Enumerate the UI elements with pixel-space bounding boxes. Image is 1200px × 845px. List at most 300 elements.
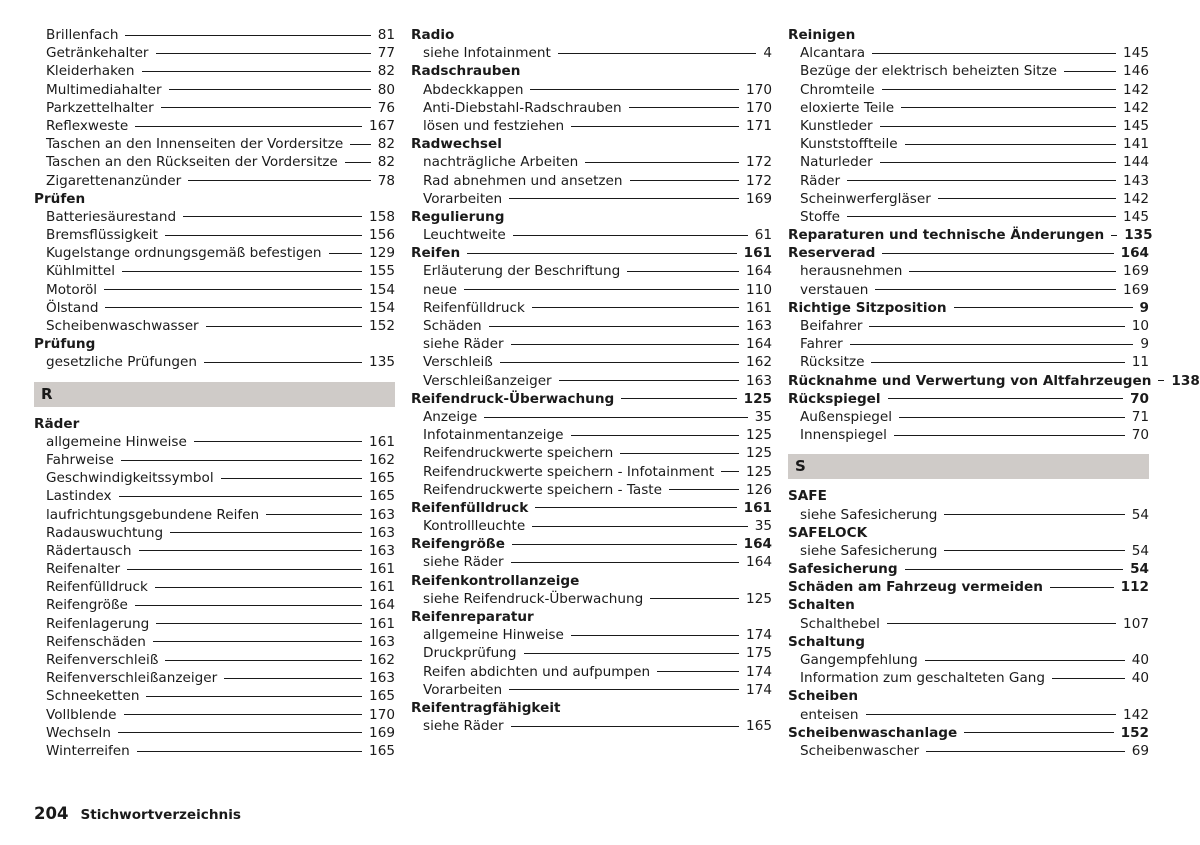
index-entry (788, 706, 1149, 724)
entry-text: allgemeine Hinweise (423, 627, 564, 644)
leader-line (204, 362, 362, 363)
index-entry (411, 372, 772, 390)
page-ref: 54 (1131, 506, 1149, 523)
heading-text: Reifenreparatur (411, 609, 534, 625)
page-ref: 156 (369, 227, 395, 244)
entry-text: herausnehmen (800, 263, 903, 280)
leader-line (938, 198, 1116, 199)
index-entry (411, 44, 772, 62)
leader-line (721, 471, 739, 472)
page-ref: 69 (1131, 742, 1149, 759)
heading-text: SAFELOCK (788, 524, 868, 541)
index-heading (788, 724, 1149, 742)
page-ref: 152 (369, 318, 395, 334)
entry-text: laufrichtungsgebundene Reifen (46, 506, 260, 523)
entry-text: gesetzliche Prüfungen (46, 354, 198, 371)
index-entry (788, 542, 1149, 560)
index-entry (411, 262, 772, 280)
leader-line (153, 641, 362, 642)
leader-line (127, 569, 362, 570)
index-heading (411, 135, 772, 153)
index-entry (788, 62, 1149, 80)
leader-line (512, 544, 737, 545)
leader-line (119, 496, 363, 497)
leader-line (964, 732, 1113, 733)
index-entry (788, 335, 1149, 353)
index-entry (34, 81, 395, 99)
leader-line (869, 326, 1124, 327)
leader-line (155, 587, 362, 588)
heading-text: Reifendruck-Überwachung (411, 390, 615, 407)
entry-text: Schäden (423, 318, 482, 334)
leader-line (882, 89, 1116, 90)
index-entry (411, 663, 772, 681)
index-entry (411, 590, 772, 608)
leader-line (188, 180, 370, 181)
index-entry (411, 226, 772, 244)
leader-line (925, 660, 1125, 661)
page-ref: 142 (1123, 81, 1149, 98)
heading-text: Räder (34, 415, 80, 432)
index-heading (34, 415, 395, 433)
entry-text: Vollblende (46, 706, 117, 723)
entry-text: Scheinwerfergläser (800, 190, 931, 207)
index-entry (788, 651, 1149, 669)
entry-text: enteisen (800, 706, 859, 723)
entry-text: siehe Infotainment (423, 45, 551, 62)
entry-text: Stoffe (800, 208, 841, 225)
index-entry (788, 208, 1149, 226)
index-entry (34, 26, 395, 44)
page-ref: 167 (369, 117, 395, 134)
page-ref: 163 (746, 372, 772, 389)
page-ref: 165 (369, 688, 395, 705)
leader-line (350, 144, 370, 145)
page-ref: 71 (1131, 408, 1149, 425)
index-entry (411, 172, 772, 190)
heading-text: Scheibenwaschanlage (788, 724, 958, 741)
entry-text: Kleiderhaken (46, 63, 135, 80)
leader-line (224, 678, 362, 679)
entry-text: Anti-Diebstahl-Radschrauben (423, 99, 622, 116)
index-entry (34, 633, 395, 651)
leader-line (944, 514, 1124, 515)
leader-line (511, 726, 739, 727)
entry-text: Taschen an den Rückseiten der Vordersitze (46, 154, 338, 171)
index-entry (411, 717, 772, 735)
index-heading (411, 699, 772, 717)
index-entry (788, 81, 1149, 99)
page-ref: 125 (743, 390, 772, 407)
page-ref: 162 (369, 451, 395, 468)
entry-text: Kunstleder (800, 117, 873, 134)
heading-text: Prüfen (34, 190, 86, 207)
entry-text: Reifenverschleiß (46, 652, 159, 668)
page-footer (34, 804, 241, 823)
page-ref: 174 (746, 663, 772, 680)
entry-text: Außenspiegel (800, 408, 893, 425)
index-entry (411, 626, 772, 644)
index-heading (411, 608, 772, 626)
leader-line (909, 271, 1116, 272)
leader-line (905, 569, 1123, 570)
index-entry (34, 506, 395, 524)
leader-line (1052, 678, 1125, 679)
leader-line (532, 526, 747, 527)
entry-text: Bezüge der elektrisch beheizten Sitze (800, 63, 1057, 80)
page-ref: 40 (1131, 652, 1149, 668)
index-entry (788, 262, 1149, 280)
page-ref: 161 (746, 299, 772, 316)
page-ref: 146 (1123, 63, 1149, 80)
leader-line (880, 162, 1116, 163)
leader-line (669, 489, 739, 490)
index-entry (34, 469, 395, 487)
entry-text: Scheibenwascher (800, 742, 920, 759)
entry-text: eloxierte Teile (800, 99, 895, 116)
page-ref: 125 (746, 463, 772, 480)
heading-text: Reserverad (788, 245, 876, 262)
entry-text: Rad abnehmen und ansetzen (423, 172, 623, 189)
page-ref: 35 (754, 518, 772, 535)
leader-line (1064, 71, 1116, 72)
leader-line (170, 532, 362, 533)
index-entry (411, 644, 772, 662)
index-heading (788, 524, 1149, 542)
index-entry (34, 281, 395, 299)
leader-line (161, 107, 371, 108)
page-ref: 169 (746, 190, 772, 207)
entry-text: Vorarbeiten (423, 190, 503, 207)
heading-text: Radschrauben (411, 63, 521, 80)
heading-text: Reifentragfähigkeit (411, 699, 561, 716)
index-heading (411, 499, 772, 517)
page-ref: 70 (1131, 427, 1149, 444)
page-ref: 142 (1123, 190, 1149, 207)
index-heading (411, 244, 772, 262)
page-ref: 175 (746, 645, 772, 662)
entry-text: Rädertausch (46, 542, 132, 559)
index-heading (788, 633, 1149, 651)
leader-line (489, 326, 739, 327)
leader-line (194, 441, 362, 442)
page-ref: 171 (746, 117, 772, 134)
page-ref: 54 (1130, 561, 1149, 578)
index-entry (34, 117, 395, 135)
leader-line (571, 126, 739, 127)
index-column-2 (411, 26, 772, 735)
heading-text: Reifengröße (411, 536, 505, 553)
leader-line (657, 671, 739, 672)
heading-text: Rückspiegel (788, 390, 881, 407)
heading-text: Reifenfülldruck (411, 499, 529, 516)
leader-line (142, 71, 371, 72)
leader-line (156, 623, 362, 624)
entry-text: Schalthebel (800, 615, 880, 632)
entry-text: Beifahrer (800, 318, 863, 334)
index-entry (34, 524, 395, 542)
entry-text: verstauen (800, 281, 869, 298)
heading-text: Radwechsel (411, 136, 502, 153)
leader-line (139, 550, 363, 551)
leader-line (558, 53, 756, 54)
index-entry (411, 426, 772, 444)
page-ref: 154 (369, 281, 395, 298)
index-entry (34, 244, 395, 262)
index-entry (788, 742, 1149, 760)
page-ref: 161 (369, 561, 395, 578)
entry-text: Leuchtweite (423, 227, 506, 244)
heading-text: SAFE (788, 488, 827, 505)
page-ref: 61 (754, 227, 772, 244)
leader-line (585, 162, 739, 163)
section-letter-band: R (34, 382, 395, 407)
index-entry (788, 353, 1149, 371)
index-entry (34, 596, 395, 614)
entry-text: Abdeckkappen (423, 81, 524, 98)
index-entry (411, 444, 772, 462)
leader-line (901, 107, 1116, 108)
entry-text: Reifenlagerung (46, 615, 150, 632)
index-entry (34, 724, 395, 742)
index-entry (411, 190, 772, 208)
index-heading (411, 390, 772, 408)
page-ref: 164 (743, 536, 772, 553)
entry-text: Bremsflüssigkeit (46, 227, 158, 244)
leader-line (122, 271, 362, 272)
page-ref: 125 (746, 590, 772, 607)
index-entry (411, 517, 772, 535)
index-entry (34, 687, 395, 705)
leader-line (500, 362, 739, 363)
page-ref: 163 (369, 670, 395, 687)
leader-line (847, 180, 1116, 181)
page-ref: 163 (369, 542, 395, 559)
entry-text: siehe Räder (423, 554, 504, 571)
page-ref: 165 (369, 488, 395, 505)
index-entry (34, 135, 395, 153)
page-ref: 78 (377, 172, 395, 189)
index-heading (34, 190, 395, 208)
page-ref: 70 (1130, 390, 1149, 407)
index-entry (34, 317, 395, 335)
entry-text: Reifengröße (46, 597, 128, 614)
index-entry (411, 117, 772, 135)
index-heading (788, 487, 1149, 505)
leader-line (872, 53, 1116, 54)
heading-text: Safesicherung (788, 561, 898, 578)
index-entry (34, 451, 395, 469)
leader-line (894, 435, 1125, 436)
page-ref: 164 (369, 597, 395, 614)
index-heading (411, 26, 772, 44)
index-entry (411, 408, 772, 426)
leader-line (464, 289, 739, 290)
heading-text: Reparaturen und technische Änderungen (788, 227, 1105, 244)
heading-text: Schaltung (788, 633, 865, 650)
page-ref: 169 (369, 724, 395, 741)
page-ref: 165 (746, 718, 772, 735)
heading-text: Radio (411, 27, 455, 43)
index-entry (411, 335, 772, 353)
page-number: 204 (34, 804, 69, 823)
entry-text: Reifendruckwerte speichern (423, 445, 614, 462)
entry-text: Ölstand (46, 299, 99, 316)
index-entry (788, 615, 1149, 633)
index-entry (34, 487, 395, 505)
leader-line (467, 253, 736, 254)
entry-text: siehe Reifendruck-Überwachung (423, 590, 644, 607)
index-heading (34, 335, 395, 353)
page-ref: 82 (377, 136, 395, 153)
index-column-3 (788, 26, 1200, 760)
leader-line (650, 598, 739, 599)
entry-text: Kugelstange ordnungsgemäß befestigen (46, 245, 322, 262)
index-entry (788, 426, 1149, 444)
entry-text: Reifenalter (46, 561, 121, 578)
index-entry (411, 317, 772, 335)
page-ref: 155 (369, 263, 395, 280)
page-ref: 80 (377, 81, 395, 98)
leader-line (105, 307, 362, 308)
index-entry (34, 542, 395, 560)
index-heading (788, 226, 1153, 244)
entry-text: Reifendruckwerte speichern - Infotainment (423, 463, 715, 480)
leader-line (571, 435, 740, 436)
entry-text: Reifenschäden (46, 633, 146, 650)
index-heading (788, 26, 1149, 44)
page-ref: 170 (746, 99, 772, 116)
entry-text: Verschleiß (423, 354, 493, 371)
leader-line (887, 623, 1116, 624)
entry-text: neue (423, 281, 457, 298)
entry-text: Getränkehalter (46, 45, 149, 62)
page-ref: 10 (1131, 318, 1149, 334)
entry-text: Kunststoffteile (800, 136, 898, 153)
index-entry (411, 81, 772, 99)
heading-text: Reinigen (788, 27, 856, 43)
entry-text: Schneeketten (46, 688, 140, 705)
leader-line (1158, 380, 1164, 381)
index-entry (788, 44, 1149, 62)
entry-text: Fahrer (800, 336, 843, 353)
leader-line (118, 732, 362, 733)
index-heading (411, 62, 772, 80)
page-ref: 9 (1140, 336, 1149, 353)
heading-text: Rücknahme und Verwertung von Altfahrzeugen (788, 372, 1152, 389)
index-entry (411, 463, 772, 481)
page-ref: 145 (1123, 208, 1149, 225)
page-ref: 40 (1131, 670, 1149, 687)
heading-text: Prüfung (34, 336, 96, 353)
entry-text: Druckprüfung (423, 645, 517, 662)
entry-text: Gangempfehlung (800, 652, 918, 668)
page-ref: 77 (377, 45, 395, 62)
entry-text: Geschwindigkeitssymbol (46, 470, 214, 487)
index-entry (788, 99, 1149, 117)
page-ref: 125 (746, 427, 772, 444)
page-ref: 54 (1131, 542, 1149, 559)
leader-line (104, 289, 362, 290)
leader-line (630, 180, 740, 181)
page-ref: 143 (1123, 172, 1149, 189)
index-entry (34, 153, 395, 171)
entry-text: Scheibenwaschwasser (46, 318, 199, 334)
entry-text: siehe Safesicherung (800, 542, 938, 559)
index-entry (34, 99, 395, 117)
page-ref: 125 (746, 445, 772, 462)
entry-text: Multimediahalter (46, 81, 162, 98)
index-entry (411, 153, 772, 171)
leader-line (882, 253, 1113, 254)
index-entry (788, 506, 1149, 524)
entry-text: siehe Räder (423, 718, 504, 735)
index-heading (788, 687, 1149, 705)
entry-text: Lastindex (46, 488, 112, 505)
leader-line (850, 344, 1134, 345)
page-ref: 152 (1120, 724, 1149, 741)
page-ref: 145 (1123, 45, 1149, 62)
page-ref: 35 (754, 408, 772, 425)
page-ref: 112 (1120, 579, 1149, 596)
heading-text: Scheiben (788, 688, 859, 705)
page-ref: 163 (369, 633, 395, 650)
entry-text: siehe Safesicherung (800, 506, 938, 523)
entry-text: Taschen an den Innenseiten der Vordersitze (46, 136, 344, 153)
leader-line (847, 216, 1116, 217)
leader-line (926, 751, 1125, 752)
index-entry (411, 99, 772, 117)
page-ref: 164 (1120, 245, 1149, 262)
leader-line (221, 478, 362, 479)
page-ref: 161 (743, 245, 772, 262)
page-ref: 107 (1123, 615, 1149, 632)
index-heading (788, 390, 1149, 408)
page-ref: 161 (369, 615, 395, 632)
leader-line (524, 653, 740, 654)
entry-text: Motoröl (46, 281, 98, 298)
heading-text: Schäden am Fahrzeug vermeiden (788, 579, 1043, 596)
index-heading (788, 596, 1149, 614)
index-entry (34, 299, 395, 317)
leader-line (559, 380, 739, 381)
leader-line (125, 35, 370, 36)
leader-line (511, 562, 739, 563)
leader-line (165, 660, 362, 661)
page-ref: 174 (746, 681, 772, 698)
leader-line (146, 696, 362, 697)
heading-text: Richtige Sitzposition (788, 299, 947, 316)
index-entry (411, 481, 772, 499)
page-ref: 144 (1123, 154, 1149, 171)
index-entry (34, 44, 395, 62)
leader-line (535, 507, 736, 508)
index-entry (411, 299, 772, 317)
page-ref: 164 (746, 336, 772, 353)
entry-text: Reifenfülldruck (46, 579, 148, 596)
leader-line (513, 235, 748, 236)
entry-text: lösen und festziehen (423, 117, 565, 134)
page-ref: 162 (746, 354, 772, 371)
page-ref: 174 (746, 627, 772, 644)
leader-line (871, 362, 1124, 363)
heading-text: Schalten (788, 597, 855, 614)
page-ref: 138 (1171, 372, 1200, 389)
index-heading (788, 578, 1149, 596)
entry-text: Information zum geschalteten Gang (800, 670, 1046, 687)
index-entry (411, 281, 772, 299)
index-entry (34, 651, 395, 669)
